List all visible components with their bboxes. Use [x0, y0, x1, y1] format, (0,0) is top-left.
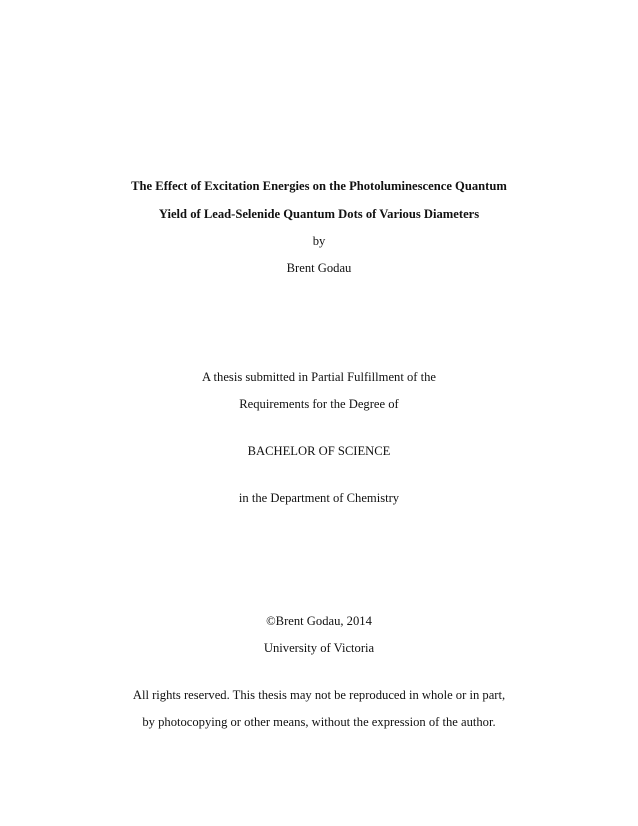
degree-name: BACHELOR OF SCIENCE: [247, 444, 391, 458]
thesis-title-line-1: The Effect of Excitation Energies on the Photoluminescence Quantum: [131, 179, 507, 193]
author-name: Brent Godau: [286, 261, 352, 275]
thesis-title-line-2: Yield of Lead-Selenide Quantum Dots of Various Diameters: [158, 207, 480, 221]
department-name: in the Department of Chemistry: [238, 491, 400, 505]
copyright-notice: ©Brent Godau, 2014: [266, 614, 372, 628]
rights-statement-line-2: by photocopying or other means, without the expression of the author.: [142, 715, 496, 729]
submission-statement-line-1: A thesis submitted in Partial Fulfillment of the: [201, 370, 437, 384]
university-name: University of Victoria: [263, 641, 375, 655]
submission-statement-line-2: Requirements for the Degree of: [239, 397, 399, 411]
by-label: by: [312, 234, 326, 248]
rights-statement-line-1: All rights reserved. This thesis may not be reproduced in whole or in part,: [132, 688, 506, 702]
